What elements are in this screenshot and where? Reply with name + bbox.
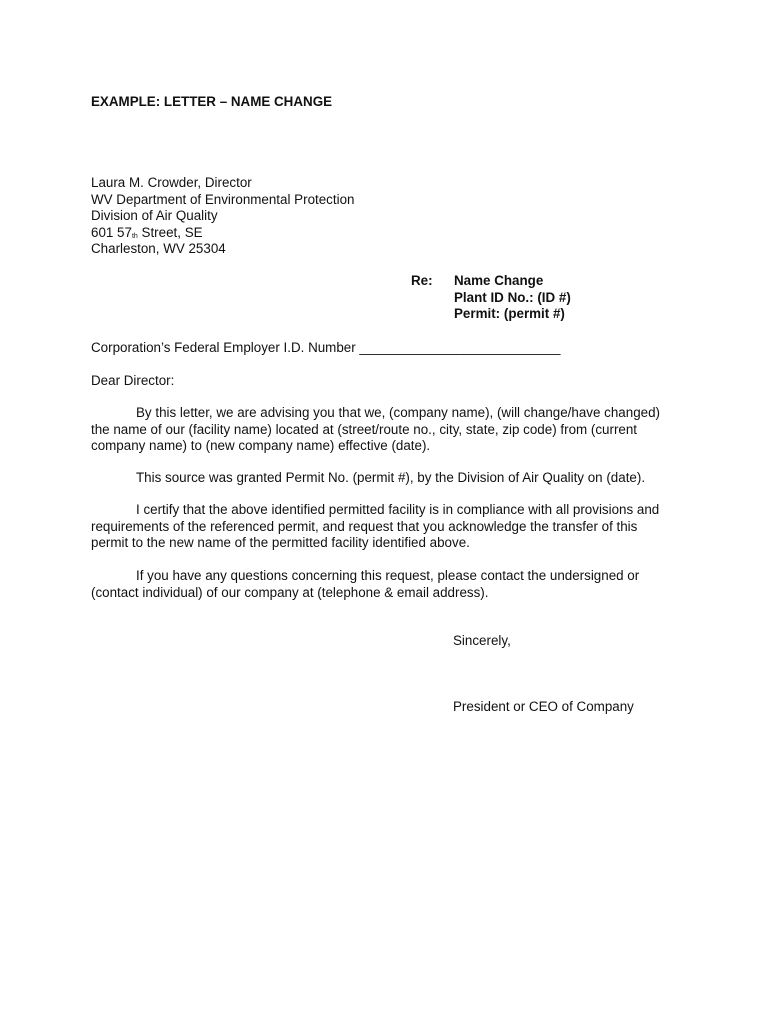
re-plant-id: Plant ID No.: (ID #)	[454, 289, 571, 305]
recipient-street	[91, 225, 354, 242]
recipient-city: Charleston, WV 25304	[91, 241, 226, 257]
re-permit: Permit: (permit #)	[454, 306, 565, 322]
recipient-address	[91, 175, 354, 258]
signature-line: President or CEO of Company	[453, 699, 634, 714]
re-lines	[454, 273, 571, 323]
body-paragraph-1: By this letter, we are advising you that we, (company name), (will change/have changed) the name of our (facility name) located at (street/route no., city, state, zip code) from (current company name) to (new company name) effective (date).	[91, 405, 660, 454]
body-paragraph-4: If you have any questions concerning this request, please contact the undersigned or (contact individual) of our company at (telephone & email address).	[91, 568, 640, 600]
closing: Sincerely,	[453, 633, 511, 648]
street-number: 601 57	[91, 224, 132, 240]
recipient-organization: WV Department of Environmental Protection	[91, 191, 355, 207]
recipient-name: Laura M. Crowder, Director	[91, 175, 252, 190]
street-ordinal-suffix: th	[131, 232, 138, 240]
recipient-division: Division of Air Quality	[91, 208, 218, 224]
re-label: Re:	[411, 273, 433, 288]
street-name: Street, SE	[137, 224, 203, 240]
salutation: Dear Director:	[91, 373, 175, 388]
letter-title: EXAMPLE: LETTER – NAME CHANGE	[91, 94, 333, 109]
body-paragraph-2: This source was granted Permit No. (permit #), by the Division of Air Quality on (date).	[136, 470, 646, 485]
re-subject: Name Change	[454, 273, 544, 288]
body-paragraph-3: I certify that the above identified permitted facility is in compliance with all provisions and requirements of the referenced permit, and request that you acknowledge the transfer of this permit to the new name of the permitted facility identified above.	[91, 502, 660, 551]
fein-line: Corporation’s Federal Employer I.D. Number ___________________________	[91, 340, 561, 355]
